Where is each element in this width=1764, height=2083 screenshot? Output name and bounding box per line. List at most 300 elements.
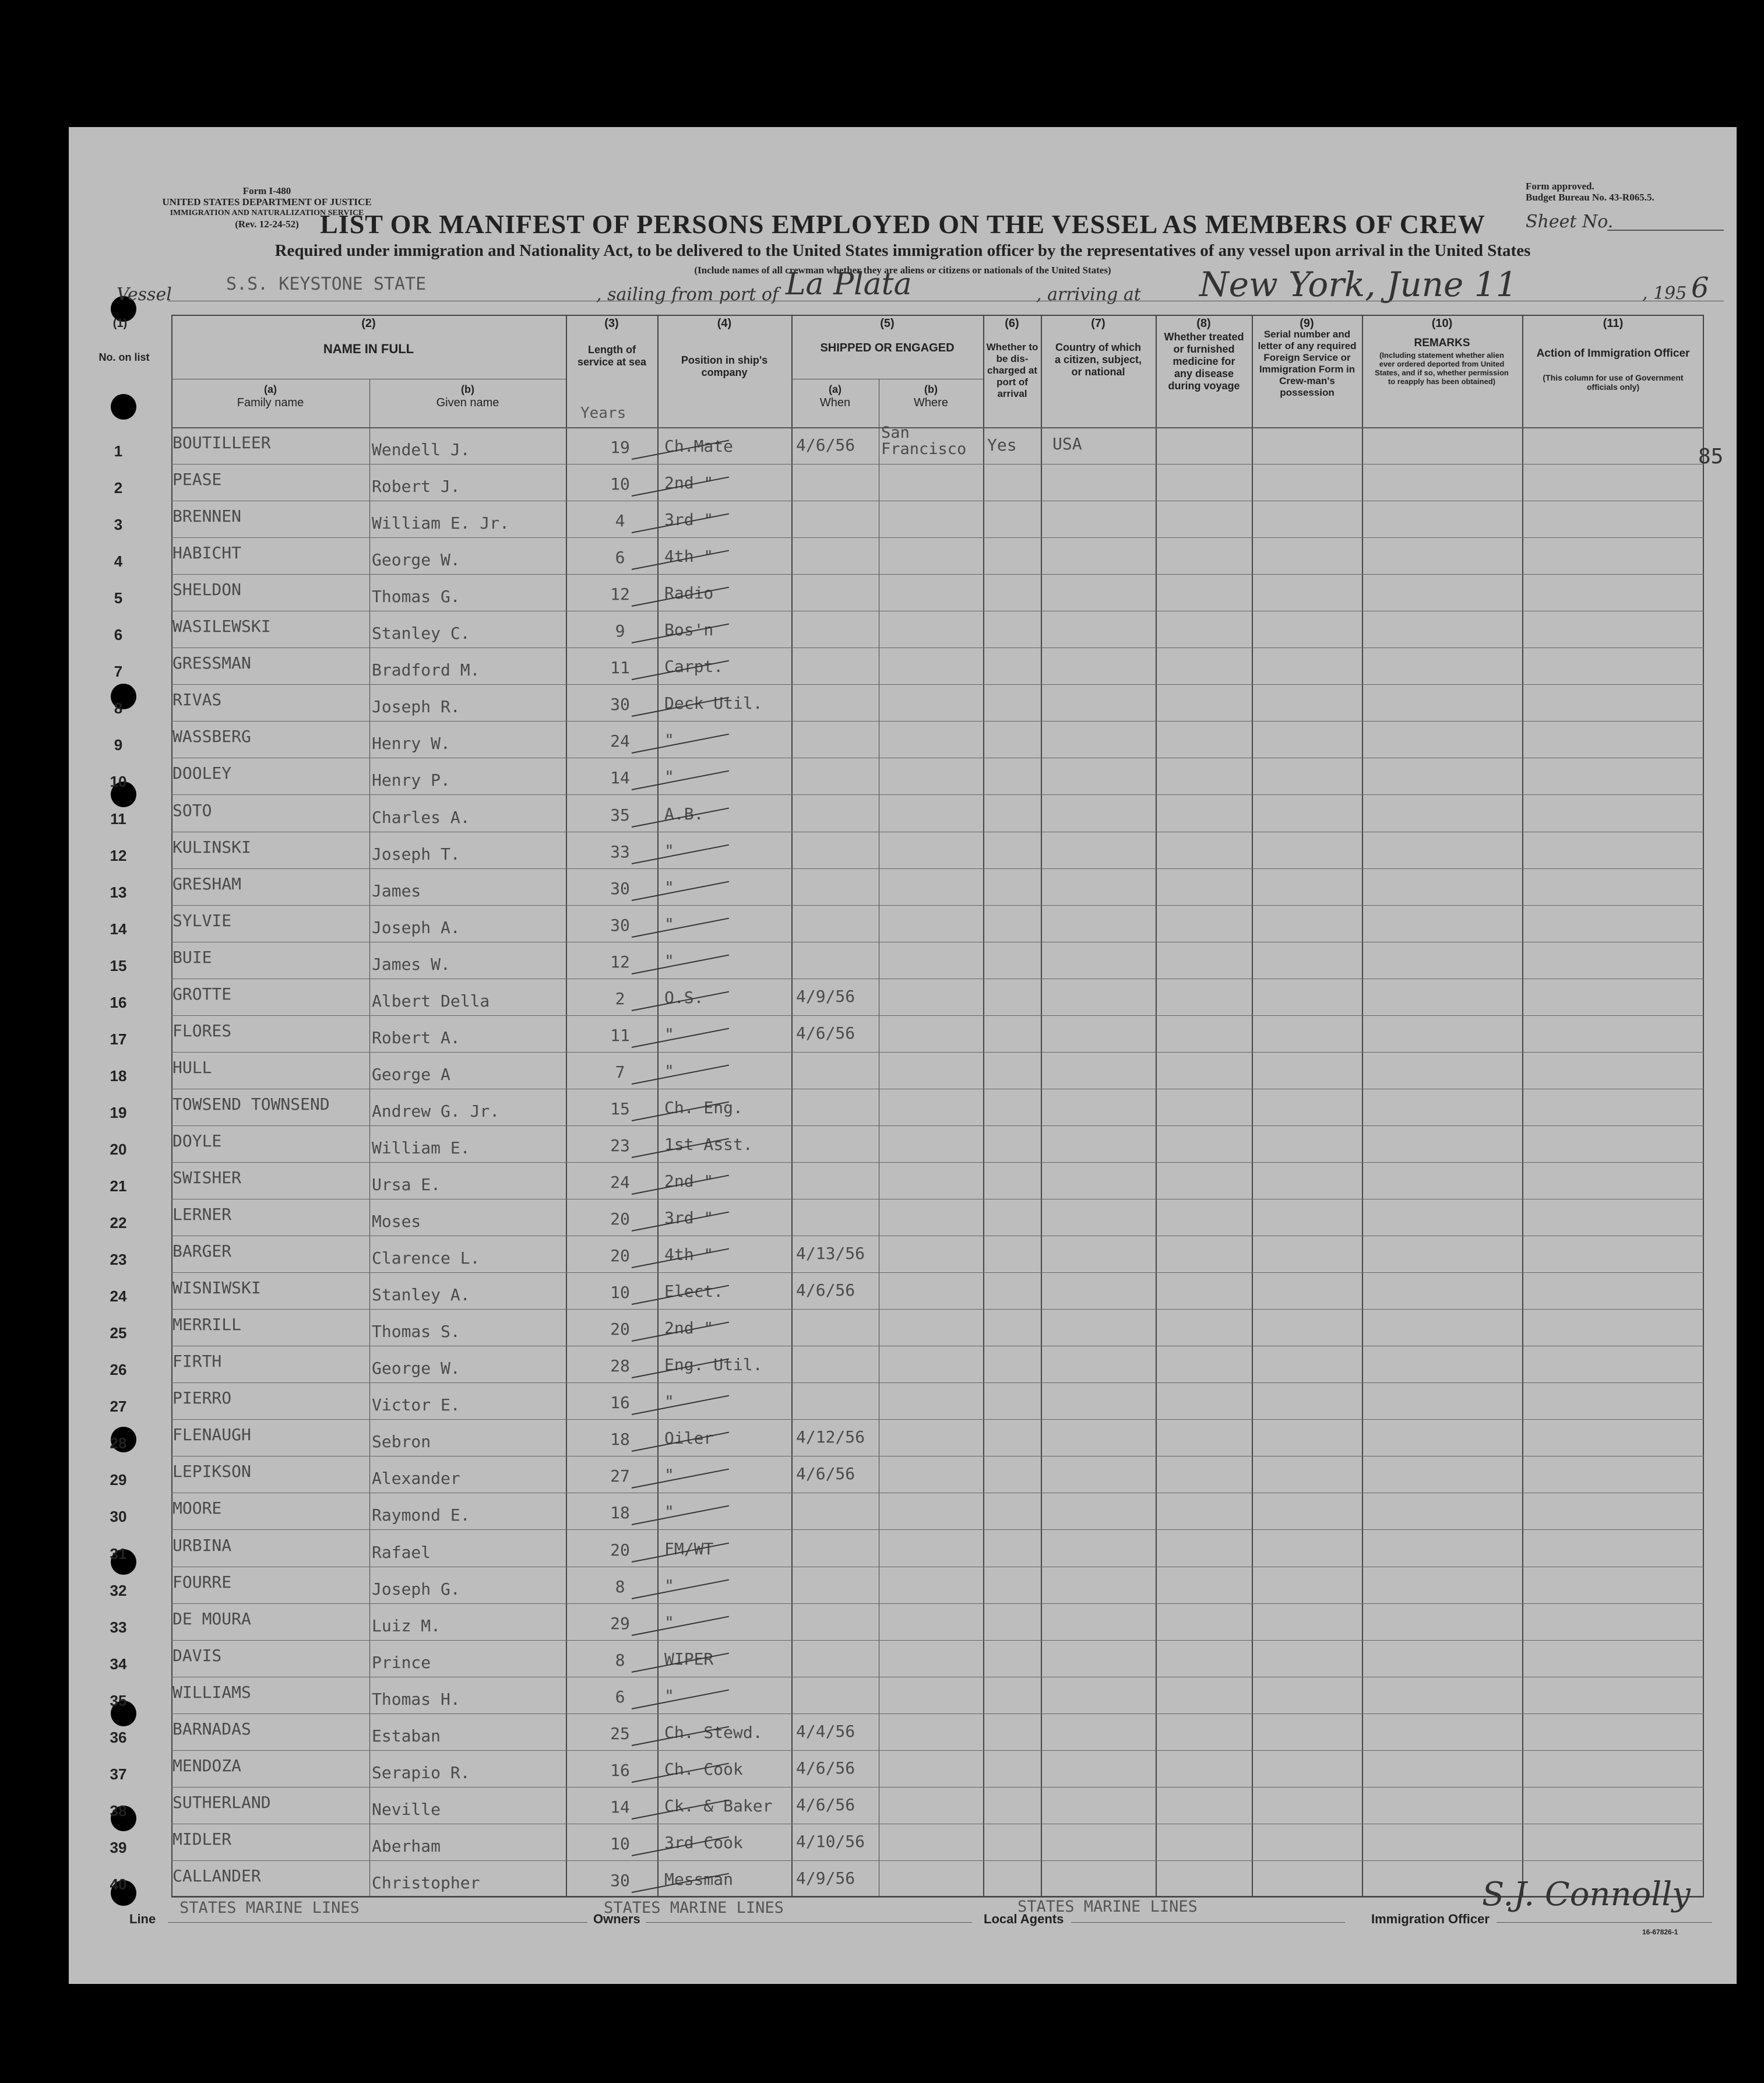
row-number: 31 [110,1544,127,1563]
row-number: 16 [110,993,127,1011]
years-service: 6 [615,1687,625,1706]
row-number: 19 [110,1103,127,1121]
family-name: WILLIAMS [172,1682,251,1702]
table-row [114,721,1704,758]
given-name: Christopher [372,1873,480,1892]
given-name: Neville [372,1799,441,1819]
years-service: 10 [610,1834,630,1853]
row-number: 40 [110,1875,127,1893]
position: 1st Asst. [664,1134,753,1154]
position: 2nd " [664,473,714,493]
position: Eng. Util. [664,1355,763,1375]
col5a-header: When [819,396,851,409]
col8-number: (8) [1196,317,1211,330]
given-name: Albert Della [372,991,490,1011]
arriving-label: , arriving at [1036,284,1141,305]
position: WIPER [664,1649,714,1669]
row-number: 39 [110,1838,127,1856]
col5a-letter: (a) [829,383,841,395]
budget-number: Budget Bureau No. 43-R065.5. [1526,192,1654,203]
years-service: 4 [615,511,625,531]
table-row [110,1382,1704,1420]
table-row [110,1860,1704,1898]
discharged: Yes [987,435,1017,455]
col11-number: (11) [1603,317,1624,330]
table-row [110,1052,1704,1089]
table-row [110,1713,1704,1751]
include-note: (Include names of all crewman whether they are aliens or citizens or nationals of the United States) [694,265,1111,276]
col11-subheader: (This column for use of Government officials only) [1543,373,1684,392]
given-name: Joseph G. [372,1579,460,1599]
row-number: 20 [110,1140,127,1158]
table-row [110,1493,1704,1530]
table-row [110,1199,1704,1236]
family-name: MIDLER [172,1829,232,1849]
family-name: URBINA [172,1535,232,1555]
family-name: GROTTE [172,984,232,1004]
officer-action: 85 [1698,445,1724,469]
position: 4th " [664,1245,714,1265]
agents-label: Local Agents [984,1912,1064,1926]
table-row [110,1567,1704,1604]
col2b-letter: (b) [461,383,474,395]
col5-number: (5) [880,317,895,330]
given-name: Prince [372,1652,431,1672]
years-service: 14 [610,768,630,788]
port-to-date: New York, June 11 [1199,265,1517,304]
table-row [110,832,1704,869]
family-name: SOTO [172,800,212,820]
row-number: 6 [114,626,123,644]
family-name: FLENAUGH [172,1425,251,1445]
years-service: 18 [610,1503,630,1523]
family-name: PEASE [172,470,222,490]
family-name: LEPIKSON [172,1462,251,1482]
given-name: Wendell J. [372,440,470,459]
table-row [110,1419,1704,1456]
position: 4th " [664,547,714,567]
table-row [114,648,1704,685]
row-number: 22 [110,1214,127,1232]
col2a-letter: (a) [264,383,277,395]
position: Ch.Mate [664,437,734,456]
col1-number: (1) [112,317,128,330]
shipped-when: 4/9/56 [796,1868,855,1888]
agents-value: STATES MARINE LINES [1017,1898,1198,1916]
family-name: SHELDON [172,580,242,600]
years-service: 12 [610,585,630,604]
col2a-header: Family name [237,396,304,409]
shipped-when: 4/6/56 [796,1464,855,1484]
years-service: 30 [610,878,630,898]
position: A.B. [664,804,704,824]
years-service: 11 [610,1025,630,1045]
given-name: Ursa E. [372,1175,441,1194]
family-name: WASSBERG [172,727,251,747]
col10-subheader: (Including statement whether alien ever ordered deported from United States, and if so, whether permission to reapply has been obtained) [1375,351,1509,386]
family-name: PIERRO [172,1388,232,1408]
year-prefix: , 195 [1642,283,1687,304]
col10-number: (10) [1431,317,1453,330]
shipped-when: 4/4/56 [796,1721,855,1741]
given-name: Raymond E. [372,1505,470,1525]
shipped-when: 4/6/56 [796,1280,855,1300]
position: " [664,1575,674,1595]
years-service: 15 [610,1099,630,1118]
position: " [664,840,674,860]
given-name: Thomas H. [372,1689,460,1709]
position: " [664,1502,674,1522]
family-name: CALLANDER [172,1866,261,1885]
col4-number: (4) [717,317,732,330]
col1-header: No. on list [98,351,150,363]
table-row [110,1787,1704,1824]
years-service: 20 [610,1246,630,1266]
row-number: 33 [110,1618,127,1636]
years-service: 30 [610,915,630,935]
position: " [664,1465,674,1485]
given-name: Alexander [372,1469,460,1489]
given-name: George A [372,1064,450,1084]
family-name: LERNER [172,1205,232,1225]
country: USA [1052,434,1082,453]
given-name: James W. [372,954,450,974]
family-name: MOORE [172,1498,222,1518]
owners-value: STATES MARINE LINES [604,1899,784,1917]
family-name: BUIE [172,947,212,967]
position: " [664,1061,674,1081]
years-service: 24 [610,1173,630,1192]
family-name: BOUTILLEER [172,433,271,452]
shipped-when: 4/13/56 [796,1244,865,1264]
approval-line: Form approved. [1526,181,1594,192]
years-service: 24 [610,731,630,751]
shipped-when: 4/6/56 [796,435,855,455]
print-code: 16-67826-1 [1642,1928,1678,1936]
position: 3rd " [664,510,714,530]
position: " [664,914,674,934]
family-name: HABICHT [172,543,242,563]
row-number: 7 [114,663,123,681]
col2-header: NAME IN FULL [323,342,414,356]
given-name: Aberham [372,1836,441,1856]
row-number: 13 [110,883,127,901]
given-name: Joseph R. [372,697,460,717]
position: " [664,951,674,970]
family-name: SYLVIE [172,910,232,930]
year-suffix: 6 [1691,272,1709,304]
family-name: BARGER [172,1241,232,1261]
col3-number: (3) [604,317,619,330]
shipped-when: 4/10/56 [796,1831,865,1851]
position: " [664,877,674,897]
family-name: KULINSKI [172,837,251,857]
given-name: Henry P. [372,770,450,790]
row-number: 37 [110,1765,127,1783]
position: Ch. Eng. [664,1097,743,1117]
table-row [110,1162,1704,1199]
family-name: BRENNEN [172,506,242,526]
years-service: 19 [610,438,630,457]
row-number: 11 [110,810,126,828]
position: " [664,1392,674,1412]
family-name: FLORES [172,1021,232,1040]
position: 3rd Cook [664,1832,743,1852]
col2-number: (2) [361,317,376,330]
row-number: 38 [110,1801,127,1820]
table-row [110,1824,1704,1861]
position: Bos'n [664,620,714,640]
given-name: Robert J. [372,477,460,497]
given-name: Henry W. [372,734,450,754]
row-number: 23 [110,1251,127,1269]
years-service: 8 [615,1577,625,1596]
table-row [110,1530,1704,1567]
given-name: Rafael [372,1542,431,1562]
given-name: Joseph T. [372,844,460,864]
table-row [114,424,1724,469]
position: 2nd " [664,1171,714,1191]
row-number: 15 [110,956,127,974]
years-service: 25 [610,1723,630,1743]
position: Ch. Cook [664,1759,743,1779]
officer-signature: S.J. Connolly [1482,1876,1691,1913]
row-number: 32 [110,1581,127,1599]
position: Messman [664,1869,734,1889]
family-name: DOYLE [172,1131,222,1150]
years-service: 30 [610,695,630,715]
row-number: 35 [110,1691,127,1709]
years-service: 2 [615,988,625,1008]
family-name: FOURRE [172,1572,232,1592]
years-service: 10 [610,1283,630,1303]
manifest-page [69,127,1737,1984]
given-name: Moses [372,1212,421,1231]
position: 2nd " [664,1318,714,1338]
family-name: DE MOURA [172,1609,251,1628]
table-row [110,905,1704,942]
years-service: 20 [610,1209,630,1229]
given-name: William E. Jr. [372,513,510,533]
family-name: SUTHERLAND [172,1792,271,1812]
col7-header: Country of which a citizen, subject, or national [1054,342,1142,378]
row-number: 36 [110,1728,127,1746]
form-number: Form I-480 [242,185,291,196]
table-row [110,1272,1704,1310]
position: O.S. [664,987,704,1007]
shipped-when: 4/6/56 [796,1023,855,1043]
years-label: Years [580,404,626,422]
family-name: TOWSEND TOWNSEND [172,1094,330,1114]
given-name: Sebron [372,1432,431,1452]
row-number: 1 [114,442,123,460]
shipped-when: 4/9/56 [796,986,855,1006]
form-subtitle: Required under immigration and Nationality Act, to be delivered to the United States immigration officer by the representatives of any vessel upon arrival in the United States [274,241,1531,260]
col4-header: Position in ship's company [681,354,768,378]
line-value: STATES MARINE LINES [179,1899,360,1917]
form-revision: (Rev. 12-24-52) [235,219,299,230]
table-row [114,501,1704,538]
family-name: MERRILL [172,1315,242,1335]
table-row [110,1750,1704,1788]
family-name: WASILEWSKI [172,617,271,636]
position: Carpt. [664,657,724,677]
table-row [110,1346,1704,1383]
years-service: 18 [610,1430,630,1449]
given-name: Clarence L. [372,1248,480,1268]
years-service: 10 [610,474,630,494]
position: " [664,1686,674,1705]
years-service: 11 [610,658,630,678]
row-number: 10 [110,773,127,791]
family-name: GRESHAM [172,874,242,893]
given-name: Estaban [372,1726,441,1746]
given-name: Charles A. [372,807,470,827]
given-name: Thomas G. [372,587,460,607]
years-service: 16 [610,1760,630,1780]
position: " [664,1024,674,1044]
row-number: 25 [110,1324,127,1342]
approval-block [1526,181,1724,203]
port-from: La Plata [786,267,912,302]
row-number: 14 [110,920,127,938]
row-number: 12 [110,846,127,864]
table-row [114,611,1704,648]
officer-label: Immigration Officer [1371,1912,1490,1926]
given-name: William E. [372,1138,470,1157]
col3-header: Length of service at sea [577,344,647,368]
row-number: 28 [110,1434,127,1452]
table-row [110,1125,1704,1163]
shipped-when: 4/12/56 [796,1427,865,1447]
family-name: RIVAS [172,690,222,710]
row-number: 4 [114,553,123,571]
form-title: LIST OR MANIFEST OF PERSONS EMPLOYED ON THE VESSEL AS MEMBERS OF CREW [320,209,1485,239]
years-service: 27 [610,1466,630,1486]
row-number: 2 [114,479,123,497]
table-row [110,1015,1704,1053]
row-number: 34 [110,1655,127,1673]
position: Oiler [664,1428,714,1448]
years-service: 20 [610,1320,630,1339]
position: Ck. & Baker [664,1796,773,1815]
col10-header: REMARKS [1414,337,1470,349]
row-number: 30 [110,1508,127,1526]
given-name: Robert A. [372,1028,460,1047]
shipped-when: 4/6/56 [796,1758,855,1778]
vessel-name: S.S. KEYSTONE STATE [226,274,427,294]
given-name: Serapio R. [372,1762,470,1782]
family-name: FIRTH [172,1352,222,1371]
col11-header: Action of Immigration Officer [1536,347,1690,360]
table-row [114,684,1704,722]
given-name: George W. [372,550,460,570]
table-row [110,1456,1704,1493]
table-row [110,942,1704,979]
family-name: SWISHER [172,1168,242,1187]
row-number: 3 [114,516,123,534]
table-row [114,537,1704,575]
sailing-label: , sailing from port of [596,284,779,305]
family-name: DAVIS [172,1645,222,1665]
line-label: Line [129,1912,156,1926]
table-row [110,1603,1704,1641]
col9-header: Serial number and letter of any required Foreign Service or Immigration Form in Crew-man's possession [1258,329,1357,398]
years-service: 29 [610,1613,630,1633]
row-number: 27 [110,1398,127,1416]
position: " [664,730,674,750]
col7-number: (7) [1091,317,1105,330]
years-service: 30 [610,1870,630,1890]
position: Deck Util. [664,694,763,713]
years-service: 20 [610,1540,630,1560]
given-name: James [372,881,421,900]
row-number: 17 [110,1030,127,1048]
family-name: BARNADAS [172,1719,251,1739]
table-row [110,1236,1704,1273]
position: " [664,767,674,787]
table-row [110,979,1704,1016]
years-service: 35 [610,805,630,825]
position: Elect. [664,1282,724,1301]
position: 3rd " [664,1208,714,1228]
table-row [110,795,1704,832]
position: Ch. Stewd. [664,1722,763,1742]
years-service: 9 [615,621,625,641]
dept-name: UNITED STATES DEPARTMENT OF JUSTICE [162,196,372,207]
given-name: Stanley A. [372,1285,470,1305]
col9-number: (9) [1300,317,1314,330]
table-row [110,1309,1704,1346]
position: " [664,1612,674,1632]
table-row [110,1640,1704,1677]
family-name: MENDOZA [172,1755,242,1775]
row-number: 9 [114,736,123,754]
years-service: 12 [610,952,630,972]
years-service: 16 [610,1393,630,1413]
punch-hole [111,394,136,420]
row-number: 26 [110,1361,127,1379]
given-name: Andrew G. Jr. [372,1101,500,1121]
service-name: IMMIGRATION AND NATURALIZATION SERVICE [170,209,364,217]
row-number: 18 [110,1067,127,1085]
owners-label: Owners [593,1912,640,1926]
family-name: GRESSMAN [172,653,251,673]
col5b-letter: (b) [924,383,938,395]
position: Radio [664,583,714,603]
shipped-where: San Francisco [881,424,967,458]
row-number: 21 [110,1177,127,1195]
table-row [110,868,1704,906]
years-service: 28 [610,1356,630,1376]
row-number: 8 [114,699,123,717]
table-row [110,1677,1704,1714]
col5-header: SHIPPED OR ENGAGED [820,342,955,354]
table-row [114,574,1704,611]
given-name: George W. [372,1359,460,1378]
years-service: 23 [610,1135,630,1155]
row-number: 29 [110,1471,127,1489]
given-name: Luiz M. [372,1616,441,1635]
years-service: 8 [615,1650,625,1670]
given-name: Joseph A. [372,917,460,937]
given-name: Victor E. [372,1395,460,1415]
given-name: Thomas S. [372,1322,460,1342]
years-service: 7 [615,1062,625,1082]
table-row [110,1089,1704,1126]
vessel-label: Vessel [117,284,172,305]
col8-header: Whether treated or furnished medicine for any disease during voyage [1164,331,1244,392]
